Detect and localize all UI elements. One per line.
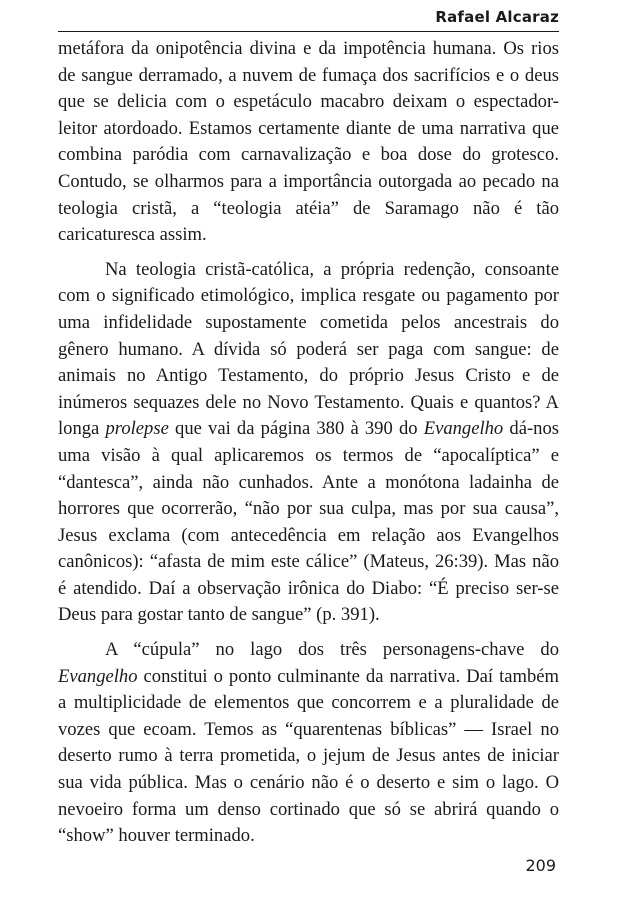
page-number: 209: [525, 856, 556, 875]
paragraph-3: [58, 637, 559, 850]
paragraph-1: [58, 36, 559, 249]
italic-term-prolepse: prolepse: [105, 418, 169, 440]
body-text: [58, 36, 559, 850]
header-rule: [58, 31, 559, 32]
paragraph-text: Na teologia cristã-católica, a própria redenção, consoante com o significado etimológico, implica resgate ou pagamento por uma infidelidade supostamente cometida pelos ancestrais do gênero humano. A dívida só poderá ser paga com sangue: de animais no Antigo Testamento, do próprio Jesus Cristo e de inúmeros sequazes dele no Novo Testamento. Quais e quantos? A longa: [58, 258, 559, 440]
paragraph-text: dá-nos uma visão à qual aplicaremos os termos de “apocalíptica” e “dantesca”, ainda não cunhados. Ante a monótona ladainha de horrores que ocorrerão, “não por sua culpa, mas por sua causa”, Jesus exclama (com antecedência em relação aos Evangelhos canônicos): “afasta de mim este cálice” (Mateus, 26:39). Mas não é atendido. Daí a observação irônica do Diabo: “É preciso ser-se Deus para gostar tanto de sangue” (p. 391).: [58, 418, 559, 626]
paragraph-text: A “cúpula” no lago dos três personagens-chave do: [105, 639, 559, 661]
italic-title-evangelho: Evangelho: [423, 418, 504, 440]
paragraph-text: que vai da página 380 à 390 do: [168, 418, 424, 440]
paragraph-text: metáfora da onipotência divina e da impotência humana. Os rios de sangue derramado, a nuvem de fumaça dos sacrifícios e o deus que se delicia com o espetáculo macabro deixam o espectador-leitor atordoado. Estamos certamente diante de uma narrativa que combina paródia com carnavalização e boa dose do grotesco. Contudo, se olharmos para a importância outorgada ao pecado na teologia cristã, a “teologia atéia” de Saramago não é tão caricaturesca assim.: [58, 38, 559, 246]
paragraph-text: constitui o ponto culminante da narrativa. Daí também a multiplicidade de elementos que concorrem e a pluralidade de vozes que ecoam. Temos as “quarentenas bíblicas” — Israel no deserto rumo à terra prometida, o jejum de Jesus antes de iniciar sua vida pública. Mas o cenário não é o deserto e sim o lago. O nevoeiro forma um denso cortinado que só se abrirá quando o “show” houver terminado.: [58, 665, 559, 847]
paragraph-2: [58, 257, 559, 629]
italic-title-evangelho: Evangelho: [58, 665, 138, 687]
running-head: Rafael Alcaraz: [435, 8, 559, 26]
